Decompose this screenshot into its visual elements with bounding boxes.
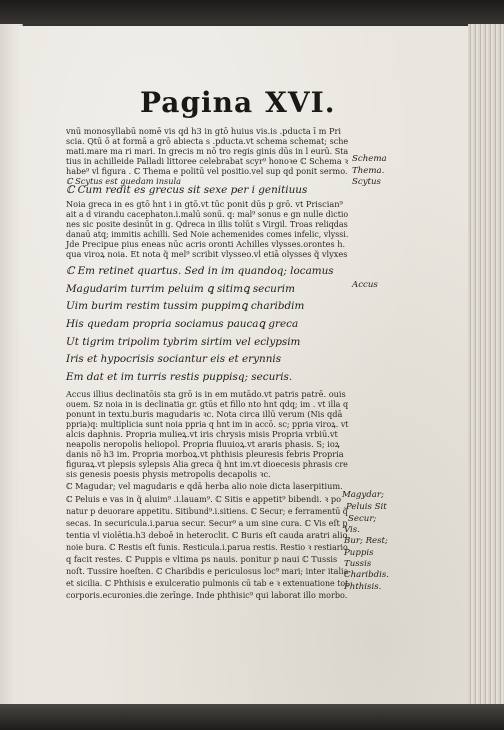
- commentary-line: danis nō h3 im. Propria morboꝝ.vt phthisis pleuresis febris Propria: [66, 449, 344, 459]
- intro-line: scia. Qtū ō at formā a grō abiecta s .pducta.vt schema schemat; sche: [66, 136, 349, 146]
- commentary-line: secas. In securicula.i.parua secur. Secur⁹ a um sine cura. ℂ Vis eſt p: [66, 518, 348, 528]
- commentary-line: Noia greca in es gtō hnt i in gtō.vt tūc ponit dūs p grō. vt Priscian⁹: [66, 199, 343, 209]
- heading-numeral: XVI.: [265, 86, 336, 119]
- verse-line: ℂ Cum redit es grecus sit sexe per i genitiuus: [66, 184, 308, 196]
- commentary-line: Accus illius declinatōis sta grō is in em mutādo.vt patris patrē. ouis: [66, 389, 346, 399]
- commentary-line: corporis.ecuronies.die zerīnge. Inde phthisic⁹ qui laborat illo morbo.: [66, 590, 348, 600]
- margin-note: Vis.: [344, 525, 360, 535]
- commentary-line: noſt. Tussire hoeſten. ℂ Charibdis e periculosus loc⁹ mari; inter italia: [66, 566, 349, 576]
- margin-note: Thema.: [352, 166, 385, 176]
- commentary-line: natur p deuorare appetitu. Sitibund⁹.i.sitiens. ℂ Secur; e ferramentū q̃: [66, 506, 348, 516]
- margin-note: Bur; Rest;: [344, 536, 388, 546]
- intro-line: tius in achilleide Palladi littoree celebrabat scyr⁹ honoꝛe ℂ Schema ꝛ: [66, 156, 349, 166]
- margin-note: Phthisis.: [344, 582, 382, 592]
- commentary-line: ℂ Magudar; vel magudaris e qdā herba alio noie dicta laserpitium.: [66, 481, 343, 491]
- commentary-line: nes sic posite desinūt in g. Qdreca in illis tolūt s Virgil. Troas reliqdas: [66, 219, 348, 229]
- commentary-line: ait a d virandu cacephaton.i.malū sonū. q: mal⁹ sonus e gn nulle dictio: [66, 209, 349, 219]
- intro-line: habe⁹ vl figura . ℂ Thema e politū vel positio.vel sup qd ponit sermo.: [66, 166, 348, 176]
- verse-line: Em dat et im turris restis puppisq; securis.: [66, 371, 293, 383]
- margin-note: Accus: [352, 280, 378, 290]
- book-gutter-top: [0, 0, 504, 26]
- page-stack-edge: [468, 24, 504, 716]
- intro-line: vnū monosyllabū nomē vis qd h3 in gtō huius vis.is .pducta ī m Pri: [66, 126, 341, 136]
- margin-note: Magydar;: [342, 490, 384, 500]
- page-heading: [140, 86, 340, 119]
- margin-note: Scytus: [352, 177, 381, 187]
- heading-word: Pagina: [140, 86, 254, 119]
- margin-note: Charibdis.: [344, 570, 389, 580]
- commentary-line: ponunt in textu.buris magudaris ꝛc. Nota circa illū verum (Nis qdā: [66, 409, 343, 419]
- margin-note: Secur;: [348, 514, 377, 524]
- verse-line: Uim burim restim tussim puppimꝗ charibdim: [66, 300, 305, 312]
- intro-line: ℂ Scytus est quedam insula: [66, 176, 181, 186]
- commentary-line: ppria)q: multiplicia sunt noia ppria q hnt im in accō. sc; ppria viroꝝ. vt: [66, 419, 349, 429]
- commentary-line: qua viroꝝ noia. Et nota q̃ mel⁹ scribit vlysseo.vl etiā olysses q̃ vlyxes: [66, 249, 348, 259]
- verse-line: Iris et hypocrisis sociantur eis et erynnis: [66, 353, 282, 365]
- commentary-line: et sicilia. ℂ Phthisis e exulceratio pulmonis cū tab e ꝛ extenuatione tot: [66, 578, 349, 588]
- book-bottom-shadow: [0, 704, 504, 730]
- commentary-line: sis genesis poesis physis metropolis decapolis ꝛc.: [66, 469, 271, 479]
- commentary-line: figuraꝝ.vt plepsis sylepsis Alia greca q̃ hnt im.vt dioecesis phrasis cre: [66, 459, 348, 469]
- margin-note: Puppis: [344, 548, 374, 558]
- commentary-line: danaū atq; immitis achilli. Sed Noie achemenides comes infelic, vlyssi.: [66, 229, 349, 239]
- margin-note: Schema: [352, 154, 387, 164]
- commentary-line: q facit restes. ℂ Puppis e vltima ps nauis. ponitur p naui ℂ Tussis: [66, 554, 338, 564]
- commentary-line: neapolis neropolis heliopol. Propria fluuioꝝ.vt araris phasis. S; ioꝝ: [66, 439, 340, 449]
- intro-line: mati.mare ma ri mari. In grecis m nō tro regis ginis dūs in l eurū. Sta: [66, 146, 349, 156]
- commentary-line: tentia vl violētia.h3 deboē in heteroclit. ℂ Buris eſt cauda aratri alio: [66, 530, 348, 540]
- commentary-line: alcis daphnis. Propria mulieꝝ.vt iris chrysis misis Propria vrbiū.vt: [66, 429, 338, 439]
- commentary-line: noie bura. ℂ Restis eſt funis. Resticula.i.parua restis. Restio ꝛ restiario: [66, 542, 348, 552]
- margin-note: Peluis Sit: [346, 502, 387, 512]
- verse-line: Ut tigrim tripolim tybrim sirtim vel eclypsim: [66, 336, 301, 348]
- verse-line: ℂ Em retinet quartus. Sed in im quandoq; locamus: [66, 265, 334, 277]
- verse-line: His quedam propria sociamus paucaꝗ greca: [66, 318, 299, 330]
- commentary-line: ouem. Sz noia in is declinatia gr. gtūs et fillo nto hnt qdq; im . vt illa q: [66, 399, 349, 409]
- commentary-line: ℂ Peluis e vas in q̃ aluim⁹ .i.lauam⁹. ℂ Sitis e appetit⁹ bibendi. ꝛ po: [66, 494, 342, 504]
- commentary-line: Jde Precipue pius eneas nūc acris oronti Achilles vlysses.orontes h.: [66, 239, 346, 249]
- margin-note: Tussis: [344, 559, 372, 569]
- verse-line: Magudarim turrim peluim ꝗ sitimꝗ securim: [66, 283, 295, 295]
